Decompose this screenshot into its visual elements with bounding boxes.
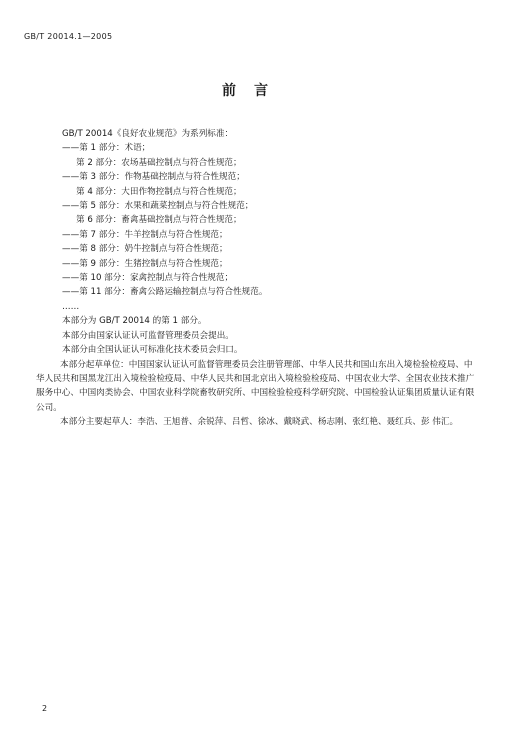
drafters-text: 本部分主要起草人：李浩、王旭普、余锐萍、吕哲、徐冰、戴晓武、杨志刚、张红艳、聂红兵、彭 伟汇。 (60, 417, 459, 428)
paragraph-part-statement: 本部分为 GB/T 20014 的第 1 部分。 (62, 316, 207, 327)
part-item-7: ——第 7 部分：牛羊控制点与符合性规范； (62, 229, 228, 240)
ellipsis: …… (62, 301, 80, 312)
paragraph-proposed-by: 本部分由国家认证认可监督管理委员会提出。 (62, 330, 234, 341)
part-item-3: ——第 3 部分：作物基础控制点与符合性规范； (62, 172, 245, 183)
paragraph-drafters (60, 415, 475, 429)
series-intro: GB/T 20014《良好农业规范》为系列标准： (62, 129, 234, 139)
drafting-units-text: 本部分起草单位：中国国家认证认可监督管理委员会注册管理部、中华人民共和国山东出入境检验检疫局、中华人民共和国黑龙江出入境检验检疫局、中华人民共和国北京出入境检验检疫局、中国农业大学、全国农业技术推广服务中心、中国肉类协会、中国农业科学院畜牧研究所、中国检验检疫科学研究院、中国检验认证集团质量认证有限公司。 (36, 359, 475, 413)
part-item-11: ——第 11 部分：畜禽公路运输控制点与符合性规范。 (62, 287, 268, 298)
standard-number: GB/T 20014.1—2005 (24, 32, 113, 41)
part-item-8: ——第 8 部分：奶牛控制点与符合性规范； (62, 244, 228, 255)
part-item-9: ——第 9 部分：生猪控制点与符合性规范； (62, 258, 228, 269)
part-item-10: ——第 10 部分：家禽控制点与符合性规范； (62, 273, 234, 284)
foreword-body (36, 127, 475, 430)
part-item-5: ——第 5 部分：水果和蔬菜控制点与符合性规范； (62, 201, 254, 212)
page-number: 2 (42, 704, 48, 713)
paragraph-drafting-units (36, 358, 475, 416)
part-item-1: ——第 1 部分：术语； (62, 143, 151, 154)
part-item-2: 第 2 部分：农场基础控制点与符合性规范； (76, 157, 242, 168)
paragraph-centralized-by: 本部分由全国认证认可标准化技术委员会归口。 (62, 345, 243, 356)
part-item-4: 第 4 部分：大田作物控制点与符合性规范； (76, 186, 242, 197)
page-title: 前言 (222, 83, 286, 99)
part-item-6: 第 6 部分：畜禽基础控制点与符合性规范； (76, 215, 242, 226)
